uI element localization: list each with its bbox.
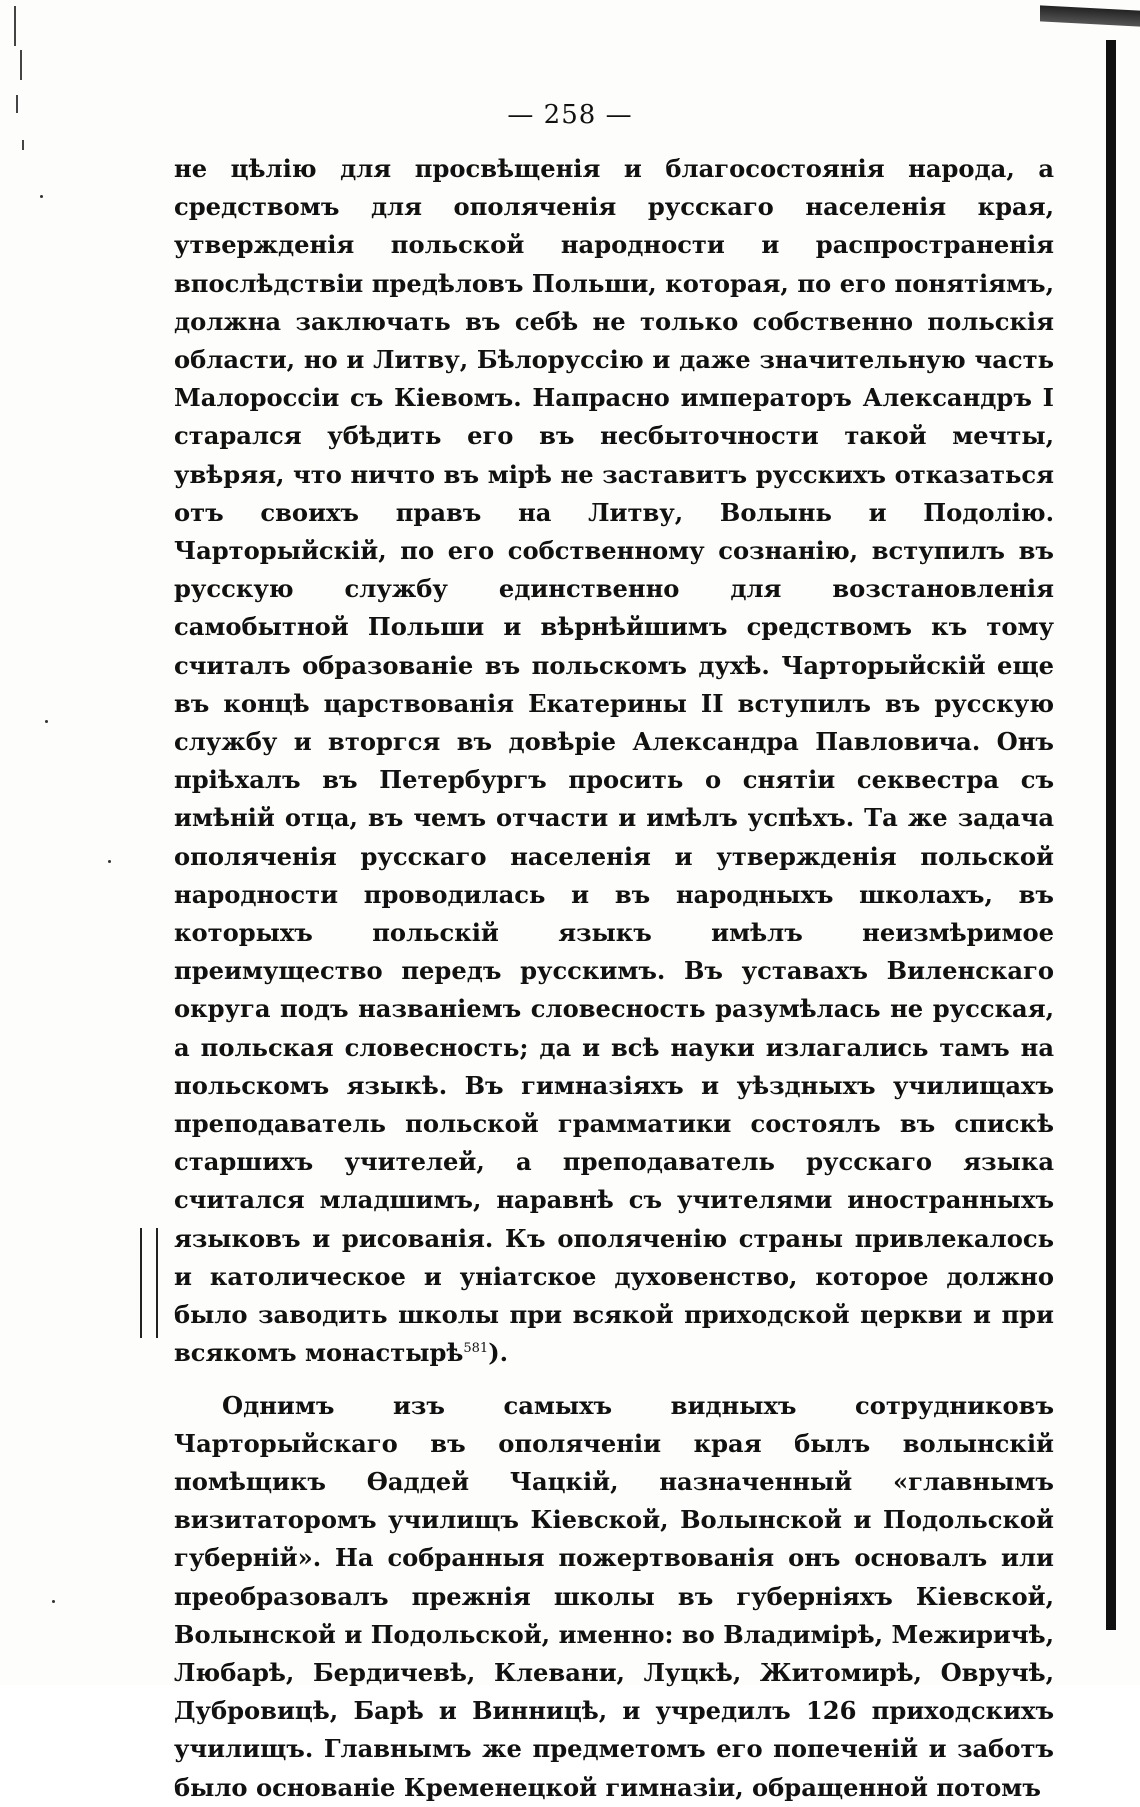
scan-speck — [45, 720, 48, 723]
scan-speck — [40, 195, 43, 198]
footnote-marker: 581 — [463, 1341, 489, 1357]
body-text — [174, 150, 1054, 1807]
scan-right-edge — [1106, 40, 1116, 1630]
scan-speck — [108, 860, 111, 863]
scan-speck — [52, 1600, 55, 1603]
paragraph-1-text: не цѣлію для просвѣщенія и благосостоянія народа, а средствомъ для ополяченія русскаго населенія края, утвержденія польской народности и распространенія впослѣдствіи предѣловъ Польши, которая, по его понятіямъ, должна заключать въ себѣ не только собственно польскія области, но и Литву, Бѣлоруссію и даже значительную часть Малороссіи съ Кіевомъ. Напрасно императоръ Александръ I старался убѣдить его въ несбыточности такой мечты, увѣряя, что ничто въ мірѣ не заставитъ русскихъ отказаться отъ своихъ правъ на Литву, Волынь и Подолію. Чарторыйскій, по его собственному сознанію, вступилъ въ русскую службу единственно для возстановленія самобытной Польши и вѣрнѣйшимъ средствомъ къ тому считалъ образованіе въ польскомъ духѣ. Чарторыйскій еще въ концѣ царствованія Екатерины II вступилъ въ русскую службу и вторгся въ довѣріе Александра Павловича. Онъ пріѣхалъ въ Петербургъ просить о снятіи секвестра съ имѣній отца, въ чемъ отчасти и имѣлъ успѣхъ. Та же задача ополяченія русскаго населенія и утвержденія польской народности проводилась и въ народныхъ школахъ, въ которыхъ польскій языкъ имѣлъ неизмѣримое преимущество передъ русскимъ. Въ уставахъ Виленскаго округа подъ названіемъ словесность разумѣлась не русская, а польская словесность; да и всѣ науки излагались тамъ на польскомъ языкѣ. Въ гимназіяхъ и уѣздныхъ училищахъ преподаватель польской грамматики состоялъ въ спискѣ старшихъ учителей, а преподаватель русскаго языка считался младшимъ, наравнѣ съ учителями иностранныхъ языковъ и рисованія. Къ ополяченію страны привлекалось и католическое и уніатское духовенство, которое должно было заводить школы при всякой приходской церкви и при всякомъ монастырѣ — [174, 154, 1054, 1368]
scan-corner-mark — [1040, 5, 1140, 26]
paragraph-1 — [174, 150, 1054, 1373]
page-number: — 258 — — [507, 100, 633, 130]
paragraph-2: Однимъ изъ самыхъ видныхъ сотрудниковъ Чарторыйскаго въ ополяченіи края былъ волынскій помѣщикъ Ѳаддей Чацкій, назначенный «главнымъ визитаторомъ училищъ Кіевской, Волынской и Подольской губерній». На собранныя пожертвованія онъ основалъ или преобразовалъ прежнія школы въ губерніяхъ Кіевской, Волынской и Подольской, именно: во Владимірѣ, Межиричѣ, Любарѣ, Бердичевѣ, Клевани, Луцкѣ, Житомирѣ, Овручѣ, Дубровицѣ, Барѣ и Винницѣ, и учредилъ 126 приходскихъ училищъ. Главнымъ же предметомъ его попеченій и заботъ было основаніе Кременецкой гимназіи, обращенной потомъ — [174, 1390, 1054, 1802]
paragraph-1-tail: ). — [488, 1338, 509, 1368]
scan-left-edge-artifacts — [0, 0, 38, 1685]
margin-bracket-mark — [140, 1228, 158, 1338]
